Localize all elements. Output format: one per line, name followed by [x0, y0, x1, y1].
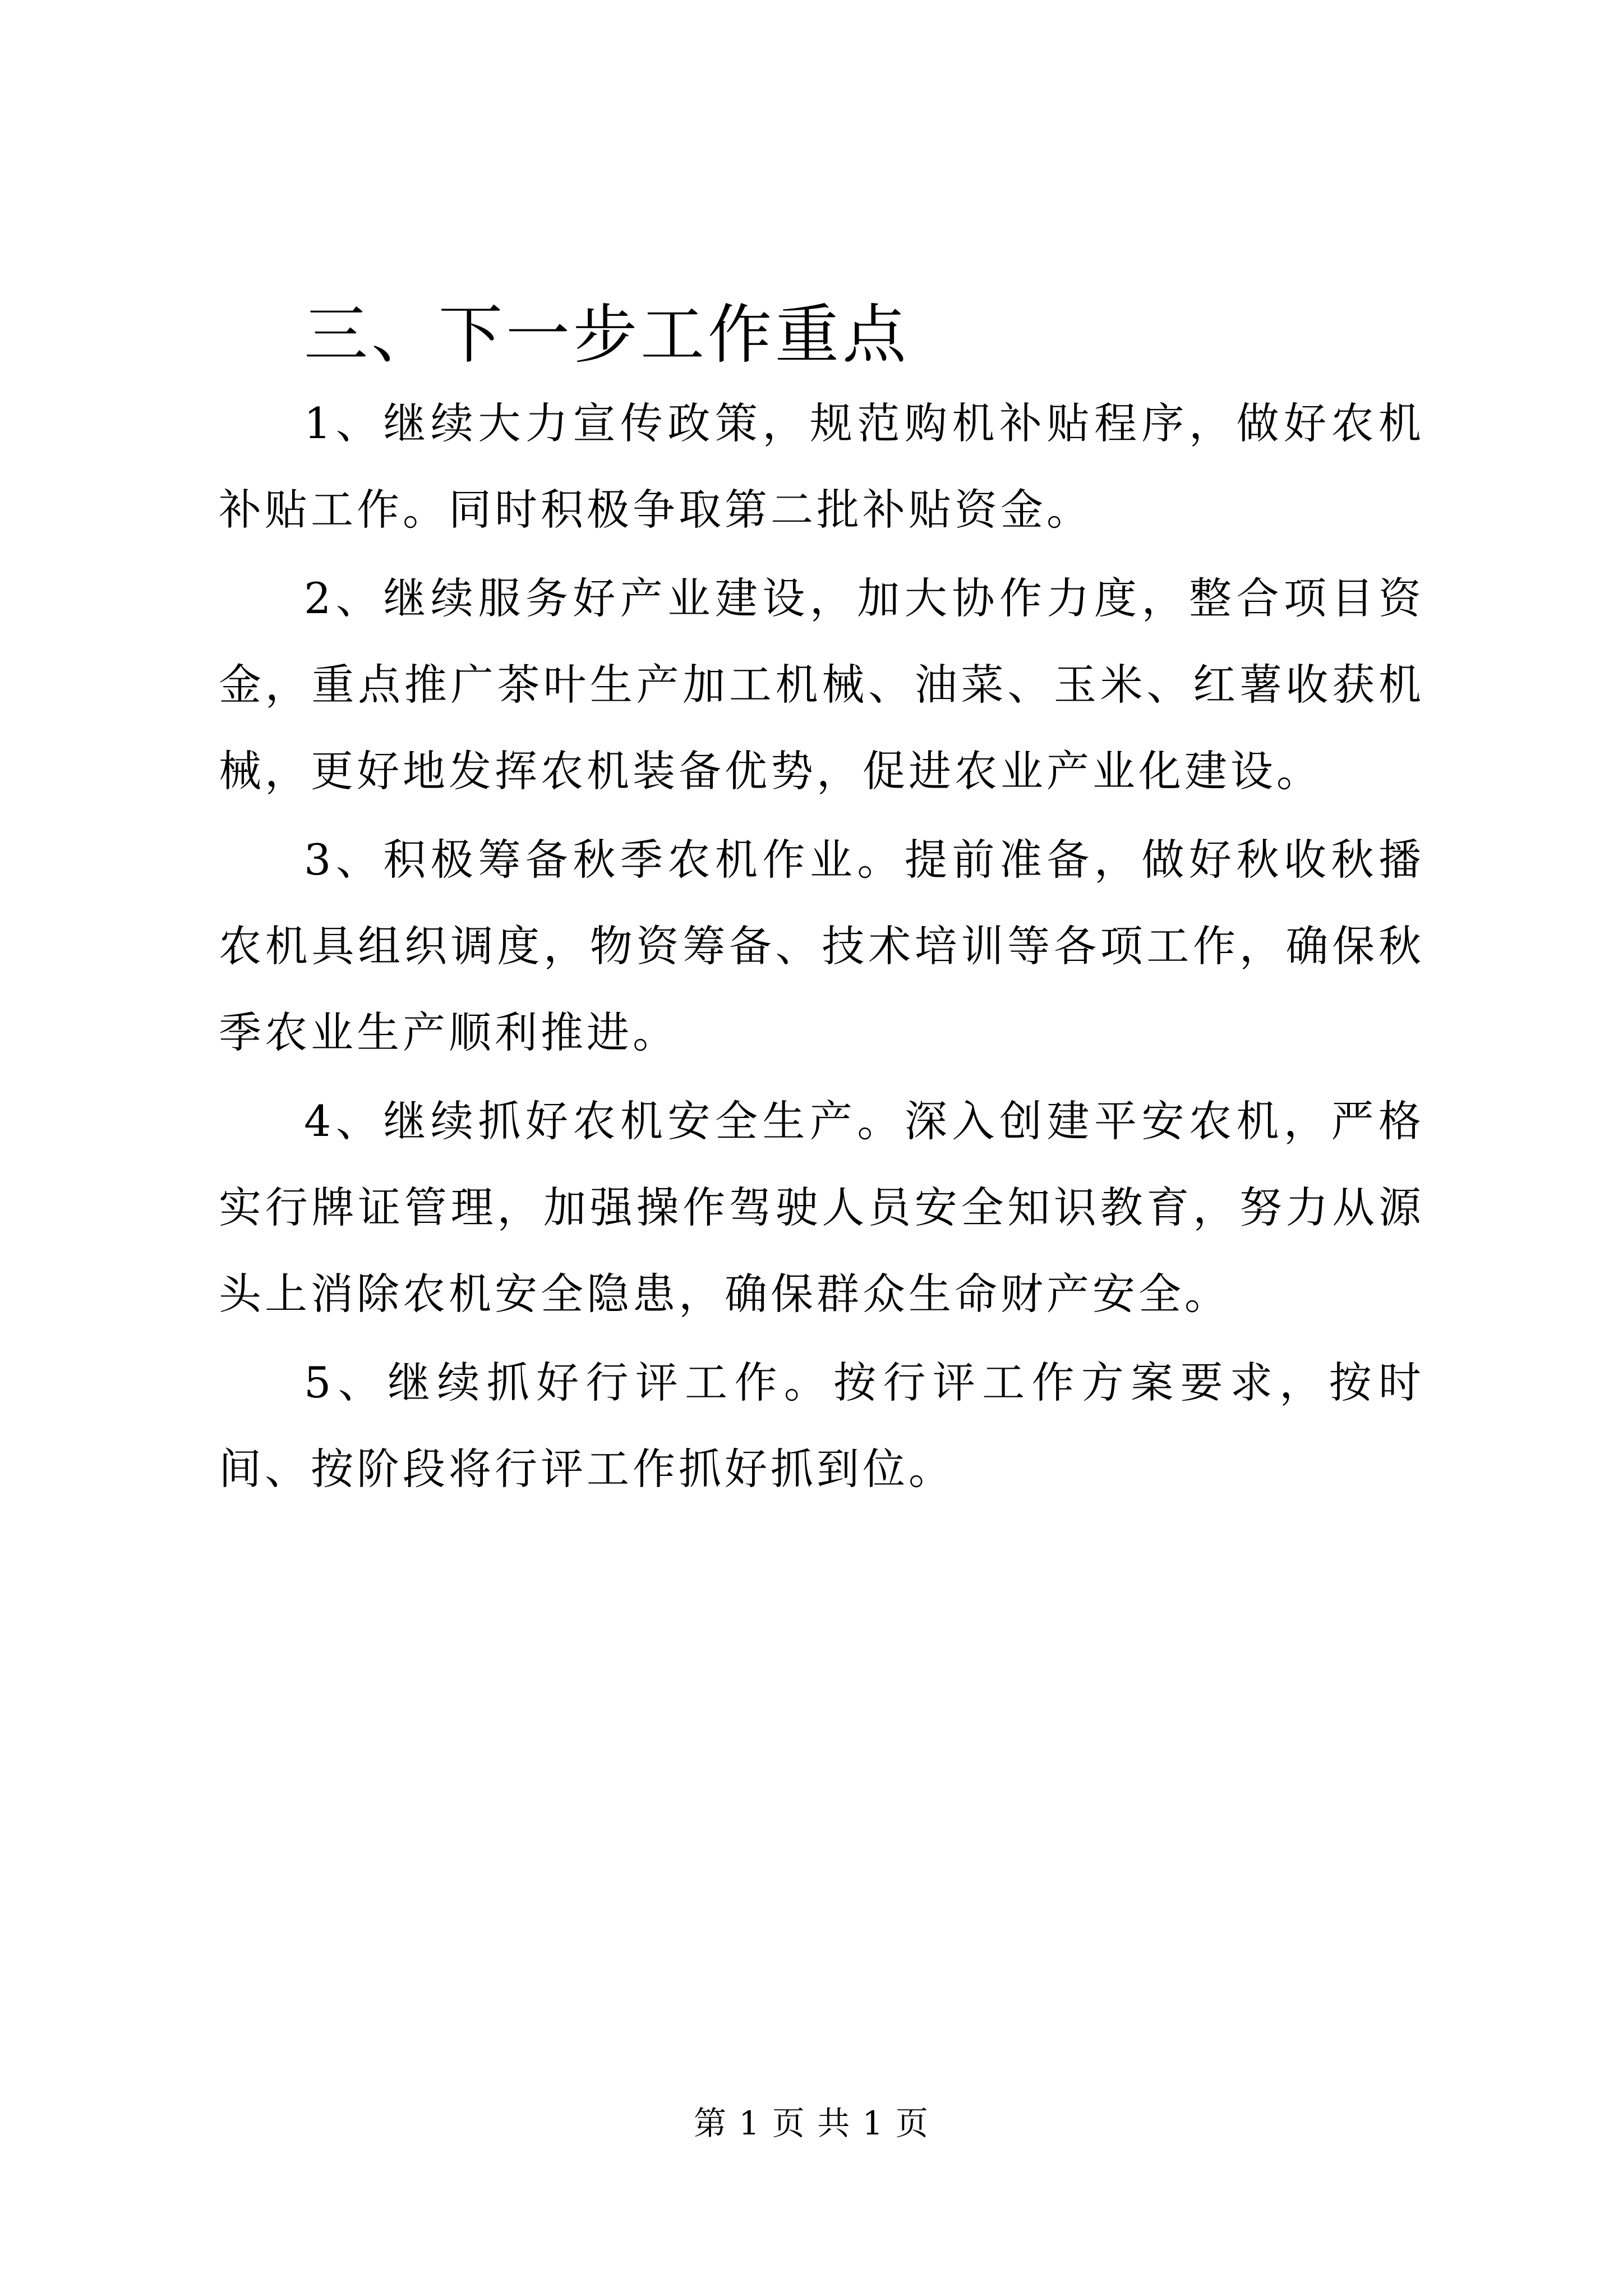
page-footer: 第 1 页 共 1 页 — [694, 2104, 929, 2142]
paragraph-item-3: 3、积极筹备秋季农机作业。提前准备，做好秋收秋播农机具组织调度，物资筹备、技术培训等各项工作，确保秋季农业生产顺利推进。 — [219, 835, 1424, 1057]
paragraph-item-5: 5、继续抓好行评工作。按行评工作方案要求，按时间、按阶段将行评工作抓好抓到位。 — [219, 1358, 1424, 1494]
paragraph-item-2: 2、继续服务好产业建设，加大协作力度，整合项目资金，重点推广茶叶生产加工机械、油菜、玉米、红薯收获机械，更好地发挥农机装备优势，促进农业产业化建设。 — [219, 573, 1424, 796]
document-body — [219, 292, 1424, 1515]
paragraph-item-1: 1、继续大力宣传政策，规范购机补贴程序，做好农机补贴工作。同时积极争取第二批补贴资金。 — [219, 398, 1424, 535]
paragraph-item-4: 4、继续抓好农机安全生产。深入创建平安农机，严格实行牌证管理，加强操作驾驶人员安全知识教育，努力从源头上消除农机安全隐患，确保群众生命财产安全。 — [219, 1096, 1424, 1319]
section-heading: 三、下一步工作重点 — [304, 297, 910, 372]
